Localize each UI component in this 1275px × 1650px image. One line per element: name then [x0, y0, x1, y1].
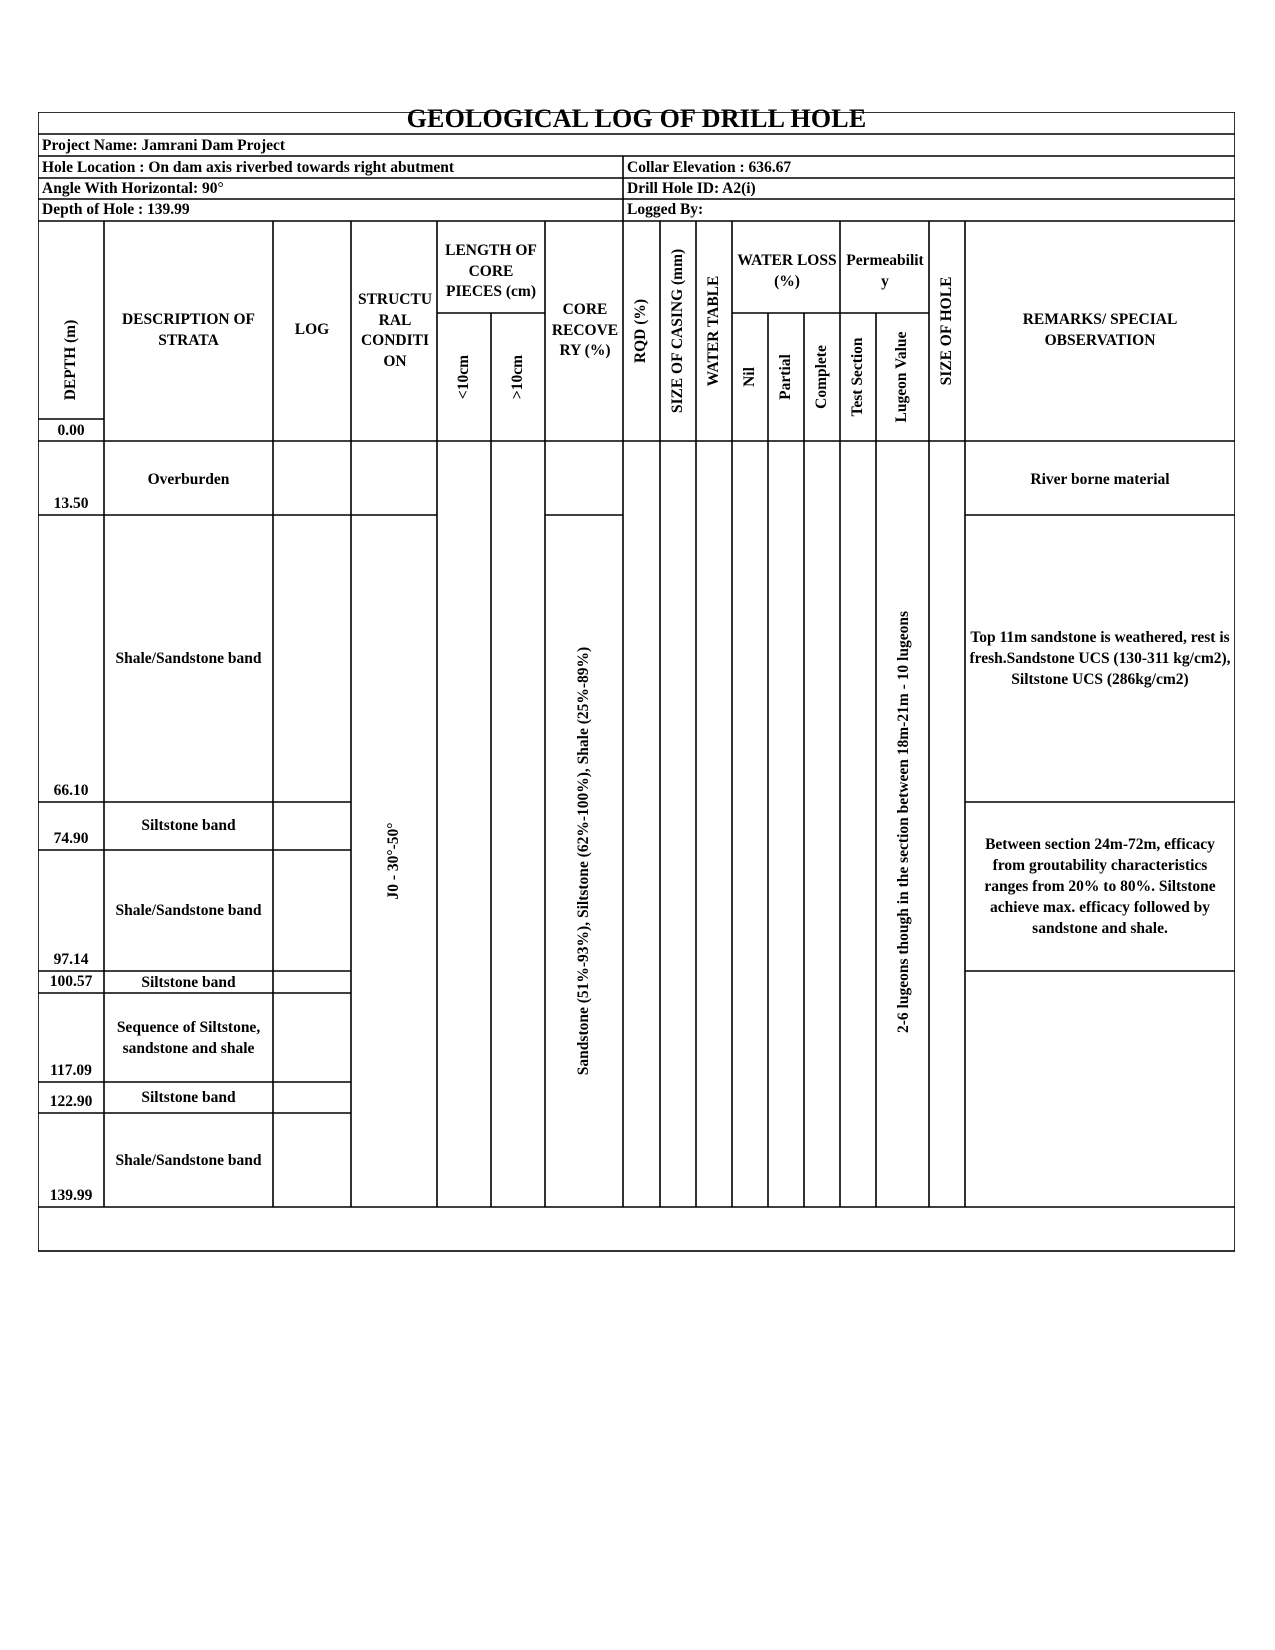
col-header-description: DESCRIPTION OF STRATA: [121, 311, 256, 349]
stratum-description: Shale/Sandstone band: [115, 902, 262, 919]
structural-condition-note: J0 - 30°-50°: [385, 822, 402, 900]
remark-text: Top 11m sandstone is weathered, rest is fresh.Sandstone UCS (130-311 kg/cm2), Siltstone UCS (286kg/cm2): [969, 629, 1231, 688]
stratum-depth: 122.90: [49, 1093, 93, 1110]
stratum-depth: 100.57: [49, 973, 93, 990]
col-header-water-loss: WATER LOSS (%): [737, 252, 837, 290]
col-header-complete: Complete: [813, 345, 830, 409]
col-header-depth: DEPTH (m): [62, 319, 79, 401]
stratum-depth: 139.99: [49, 1187, 93, 1204]
stratum-description: Siltstone band: [141, 973, 236, 991]
core-recovery-note: Sandstone (51%-93%), Siltstone (62%-100%), Shale (25%-89%): [575, 646, 592, 1076]
project-name: Project Name: Jamrani Dam Project: [42, 137, 286, 154]
stratum-description: Overburden: [147, 471, 230, 488]
col-header-rqd: RQD (%): [632, 298, 649, 364]
stratum-depth: 97.14: [53, 951, 89, 968]
col-header-size-of-hole: SIZE OF HOLE: [938, 276, 955, 386]
col-header-gt10: >10cm: [509, 354, 526, 400]
stratum-description: Shale/Sandstone band: [115, 1151, 262, 1169]
drill-hole-id: Drill Hole ID: A2(i): [627, 180, 756, 197]
col-header-water-table: WATER TABLE: [705, 275, 722, 387]
col-header-test-section: Test Section: [849, 337, 866, 417]
col-header-structural: STRUCTU RAL CONDITI ON: [357, 291, 433, 370]
col-header-casing: SIZE OF CASING (mm): [669, 248, 686, 414]
drill-hole-log-sheet: [38, 104, 1235, 1252]
col-header-core-length: LENGTH OF CORE PIECES (cm): [445, 242, 537, 300]
collar-elevation: Collar Elevation : 636.67: [627, 159, 792, 176]
angle-with-horizontal: Angle With Horizontal: 90°: [42, 180, 224, 197]
col-header-core-recovery: CORE RECOVE RY (%): [551, 301, 619, 359]
log-title: GEOLOGICAL LOG OF DRILL HOLE: [406, 104, 867, 133]
depth-of-hole: Depth of Hole : 139.99: [42, 201, 190, 218]
col-header-nil: Nil: [741, 367, 758, 387]
col-header-remarks: REMARKS/ SPECIAL OBSERVATION: [1022, 311, 1178, 349]
depth-start: 0.00: [57, 422, 85, 439]
stratum-description: Siltstone band: [141, 1089, 236, 1106]
stratum-depth: 74.90: [53, 830, 89, 847]
remark-text: River borne material: [1030, 471, 1170, 488]
hole-location: Hole Location : On dam axis riverbed towards right abutment: [42, 159, 455, 176]
col-header-log: LOG: [294, 321, 330, 338]
remark-text: Between section 24m-72m, efficacy from groutability characteristics ranges from 20% to 80%. Siltstone achieve max. efficacy followed by sandstone and shale.: [984, 836, 1216, 937]
stratum-depth: 13.50: [53, 495, 89, 512]
col-header-lugeon-value: Lugeon Value: [893, 331, 910, 423]
col-header-permeability: Permeabilit y: [846, 252, 924, 290]
stratum-description: Shale/Sandstone band: [115, 650, 262, 667]
col-header-lt10: <10cm: [455, 354, 472, 400]
stratum-depth: 66.10: [53, 782, 89, 799]
stratum-depth: 117.09: [50, 1062, 92, 1079]
lugeon-value-note: 2-6 lugeons though in the section between 18m-21m - 10 lugeons: [895, 611, 912, 1033]
col-header-partial: Partial: [777, 354, 794, 400]
stratum-description: Sequence of Siltstone, sandstone and shale: [116, 1018, 261, 1057]
stratum-description: Siltstone band: [141, 816, 236, 834]
logged-by: Logged By:: [627, 201, 704, 218]
